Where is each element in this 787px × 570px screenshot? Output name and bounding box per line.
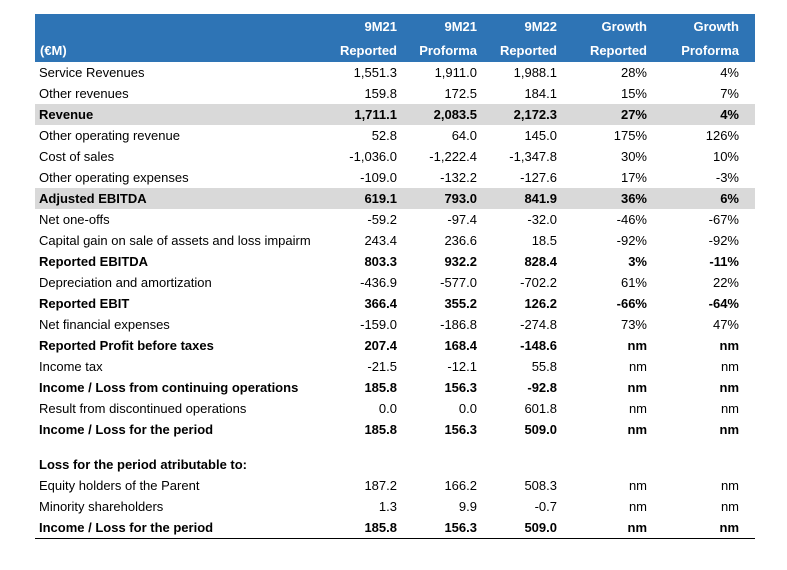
row-label: Income / Loss for the period: [35, 517, 333, 539]
cell-value: nm: [663, 517, 755, 539]
cell-value: -11%: [709, 254, 739, 269]
cell-value: 236.6: [444, 233, 477, 248]
header-col-9m21-reported-line1: 9M21: [333, 14, 413, 38]
cell-value: 30%: [620, 149, 647, 164]
cell-value: 9.9: [458, 499, 477, 514]
header-col-9m22-reported-line1: 9M22: [493, 14, 573, 38]
row-label: [35, 440, 333, 454]
table-row: [35, 335, 755, 356]
cell-value: 17%: [620, 170, 647, 185]
cell-value: 10%: [712, 149, 739, 164]
cell-value: nm: [720, 359, 739, 374]
cell-value: [333, 454, 413, 475]
header-row-basis: [35, 38, 755, 62]
cell-value: 156.3: [444, 380, 477, 395]
cell-value: 47%: [712, 317, 739, 332]
table-row: [35, 356, 755, 377]
row-label: Income / Loss from continuing operations: [39, 380, 299, 395]
row-label: Capital gain on sale of assets and loss impairm: [39, 233, 311, 248]
table-row: [35, 209, 755, 230]
header-col-growth-proforma-line2: Proforma: [663, 38, 755, 62]
header-col-9m21-reported-line2: Reported: [333, 38, 413, 62]
table-row: [35, 146, 755, 167]
cell-value: 793.0: [413, 188, 493, 209]
row-label: Adjusted EBITDA: [35, 188, 333, 209]
cell-value: 828.4: [524, 254, 557, 269]
cell-value: [663, 440, 755, 454]
cell-value: 803.3: [364, 254, 397, 269]
row-label: Income / Loss for the period: [39, 422, 214, 437]
table-row: [35, 377, 755, 398]
cell-value: -92.8: [527, 380, 557, 395]
header-col-growth-reported-line1: Growth: [573, 14, 663, 38]
cell-value: 601.8: [524, 401, 557, 416]
cell-value: -1,347.8: [509, 149, 557, 164]
cell-value: -3%: [715, 170, 739, 185]
cell-value: 366.4: [364, 296, 397, 311]
row-label: Equity holders of the Parent: [39, 478, 200, 493]
cell-value: nm: [627, 338, 647, 353]
cell-value: 15%: [620, 86, 647, 101]
cell-value: [493, 440, 573, 454]
cell-value: 175%: [613, 128, 647, 143]
cell-value: 7%: [720, 86, 739, 101]
cell-value: 0.0: [458, 401, 477, 416]
cell-value: nm: [628, 401, 647, 416]
cell-value: 243.4: [364, 233, 397, 248]
table-row: [35, 104, 755, 125]
cell-value: -132.2: [440, 170, 477, 185]
section-header-row: [35, 454, 755, 475]
cell-value: -274.8: [520, 317, 557, 332]
cell-value: -46%: [616, 212, 647, 227]
cell-value: nm: [720, 401, 739, 416]
cell-value: 184.1: [524, 86, 557, 101]
cell-value: 509.0: [493, 517, 573, 539]
header-col-growth-proforma-line1: Growth: [663, 14, 755, 38]
cell-value: -436.9: [360, 275, 397, 290]
row-label: Depreciation and amortization: [39, 275, 212, 290]
cell-value: -702.2: [520, 275, 557, 290]
cell-value: 18.5: [531, 233, 557, 248]
cell-value: -59.2: [367, 212, 397, 227]
cell-value: [573, 440, 663, 454]
row-label: Net financial expenses: [39, 317, 170, 332]
cell-value: -12.1: [447, 359, 477, 374]
cell-value: -159.0: [360, 317, 397, 332]
cell-value: 145.0: [524, 128, 557, 143]
cell-value: -92%: [616, 233, 647, 248]
cell-value: nm: [720, 478, 739, 493]
header-row-period: [35, 14, 755, 38]
cell-value: 126.2: [524, 296, 557, 311]
cell-value: 2,172.3: [493, 104, 573, 125]
table-header: [35, 14, 755, 62]
cell-value: 207.4: [364, 338, 397, 353]
cell-value: 36%: [573, 188, 663, 209]
table-row: [35, 398, 755, 419]
header-col-9m21-proforma-line1: 9M21: [413, 14, 493, 38]
row-label: Net one-offs: [39, 212, 110, 227]
financial-table-container: [35, 14, 755, 539]
table-body: [35, 62, 755, 539]
header-col-9m21-proforma-line2: Proforma: [413, 38, 493, 62]
cell-value: 159.8: [364, 86, 397, 101]
cell-value: -577.0: [440, 275, 477, 290]
row-label: Service Revenues: [39, 65, 145, 80]
table-row: [35, 125, 755, 146]
cell-value: nm: [719, 422, 739, 437]
cell-value: 156.3: [413, 517, 493, 539]
cell-value: 28%: [620, 65, 647, 80]
cell-value: 185.8: [333, 517, 413, 539]
cell-value: nm: [628, 359, 647, 374]
cell-value: 187.2: [364, 478, 397, 493]
row-label: Reported Profit before taxes: [39, 338, 214, 353]
cell-value: 508.3: [524, 478, 557, 493]
cell-value: 1.3: [378, 499, 397, 514]
row-label: Other revenues: [39, 86, 129, 101]
cell-value: -67%: [708, 212, 739, 227]
cell-value: 73%: [620, 317, 647, 332]
cell-value: 355.2: [444, 296, 477, 311]
table-row: [35, 272, 755, 293]
table-row: [35, 517, 755, 539]
table-row: [35, 62, 755, 83]
cell-value: 3%: [628, 254, 647, 269]
header-spacer-cell: [35, 14, 333, 38]
cell-value: nm: [719, 338, 739, 353]
cell-value: nm: [628, 499, 647, 514]
cell-value: nm: [719, 380, 739, 395]
table-row: [35, 167, 755, 188]
row-label: Cost of sales: [39, 149, 115, 164]
cell-value: -92%: [708, 233, 739, 248]
row-label: Other operating revenue: [39, 128, 180, 143]
cell-value: 168.4: [444, 338, 477, 353]
header-col-9m22-reported-line2: Reported: [493, 38, 573, 62]
row-label: Reported EBITDA: [39, 254, 149, 269]
cell-value: 27%: [573, 104, 663, 125]
table-row: [35, 419, 755, 440]
cell-value: 509.0: [524, 422, 557, 437]
cell-value: -0.7: [534, 499, 557, 514]
cell-value: 55.8: [531, 359, 557, 374]
cell-value: nm: [720, 499, 739, 514]
cell-value: 4%: [720, 65, 739, 80]
cell-value: 4%: [663, 104, 755, 125]
row-label: Minority shareholders: [39, 499, 164, 514]
cell-value: -32.0: [527, 212, 557, 227]
row-label: Income tax: [39, 359, 103, 374]
cell-value: -64%: [708, 296, 739, 311]
table-row: [35, 251, 755, 272]
cell-value: -127.6: [520, 170, 557, 185]
cell-value: 619.1: [333, 188, 413, 209]
cell-value: 185.8: [364, 380, 397, 395]
cell-value: 185.8: [364, 422, 397, 437]
cell-value: nm: [573, 517, 663, 539]
table-row: [35, 188, 755, 209]
cell-value: -148.6: [520, 338, 557, 353]
cell-value: 841.9: [493, 188, 573, 209]
row-label: Result from discontinued operations: [39, 401, 247, 416]
table-row: [35, 230, 755, 251]
unit-label: (€M): [35, 38, 333, 62]
cell-value: -97.4: [447, 212, 477, 227]
cell-value: [573, 454, 663, 475]
cell-value: -1,036.0: [349, 149, 397, 164]
cell-value: [333, 440, 413, 454]
cell-value: 932.2: [444, 254, 477, 269]
cell-value: 6%: [663, 188, 755, 209]
cell-value: -186.8: [440, 317, 477, 332]
cell-value: 1,711.1: [333, 104, 413, 125]
cell-value: 172.5: [444, 86, 477, 101]
cell-value: nm: [628, 478, 647, 493]
row-label: Reported EBIT: [39, 296, 130, 311]
cell-value: [493, 454, 573, 475]
cell-value: 0.0: [378, 401, 397, 416]
cell-value: 156.3: [444, 422, 477, 437]
table-row: [35, 496, 755, 517]
row-label: Other operating expenses: [39, 170, 189, 185]
cell-value: nm: [627, 380, 647, 395]
spacer-row: [35, 440, 755, 454]
cell-value: 1,911.0: [434, 65, 477, 80]
cell-value: -66%: [616, 296, 647, 311]
table-row: [35, 293, 755, 314]
cell-value: 126%: [705, 128, 739, 143]
cell-value: 166.2: [444, 478, 477, 493]
header-col-growth-reported-line2: Reported: [573, 38, 663, 62]
row-label: Loss for the period atributable to:: [39, 457, 248, 472]
table-row: [35, 475, 755, 496]
cell-value: -21.5: [367, 359, 397, 374]
cell-value: 2,083.5: [413, 104, 493, 125]
table-row: [35, 314, 755, 335]
cell-value: [663, 454, 755, 475]
cell-value: 1,551.3: [353, 65, 397, 80]
cell-value: -1,222.4: [429, 149, 477, 164]
cell-value: 22%: [712, 275, 739, 290]
cell-value: [413, 440, 493, 454]
row-label: Revenue: [35, 104, 333, 125]
cell-value: 52.8: [371, 128, 397, 143]
income-statement-table: [35, 14, 755, 539]
cell-value: 64.0: [451, 128, 477, 143]
cell-value: 1,988.1: [513, 65, 557, 80]
table-row: [35, 83, 755, 104]
cell-value: -109.0: [360, 170, 397, 185]
cell-value: [413, 454, 493, 475]
cell-value: 61%: [620, 275, 647, 290]
cell-value: nm: [627, 422, 647, 437]
